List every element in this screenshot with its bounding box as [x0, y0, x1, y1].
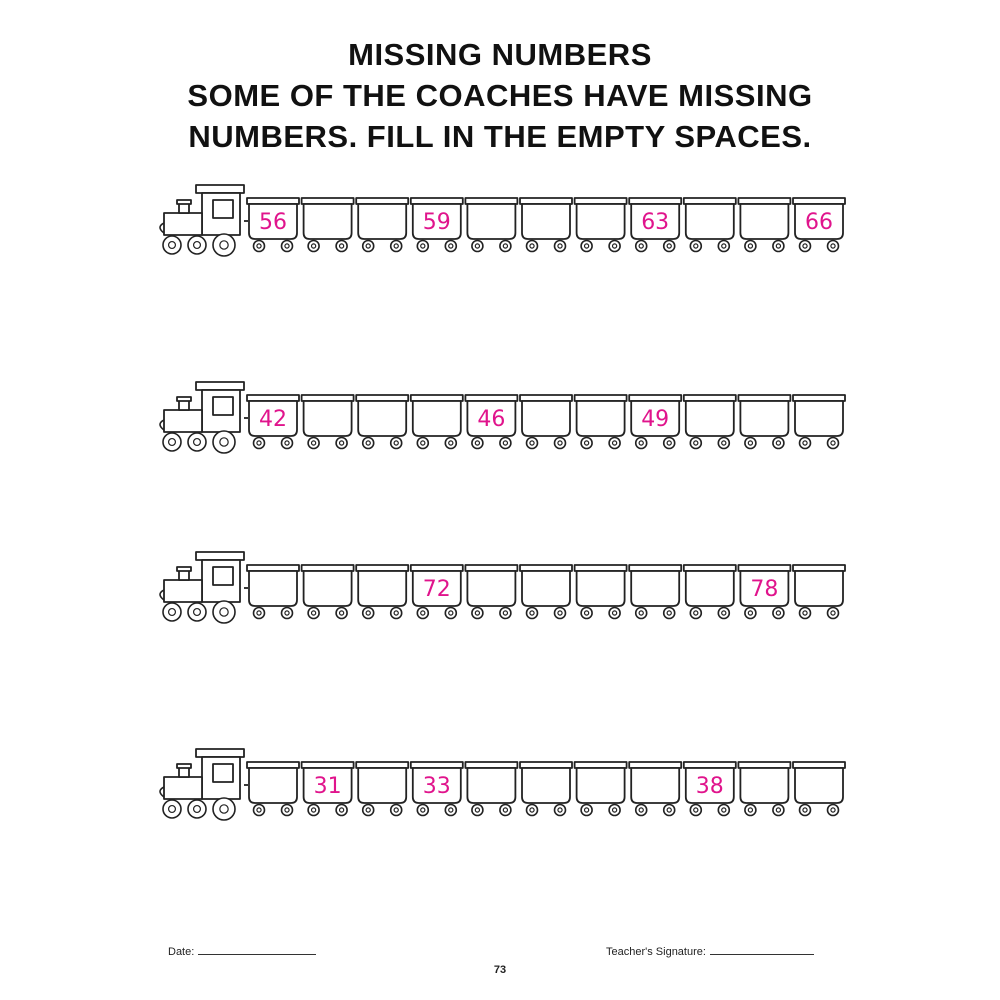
coach-wheel	[581, 241, 592, 252]
coach	[520, 762, 572, 816]
coach-wheel	[254, 805, 265, 816]
coach-number: 78	[750, 577, 779, 602]
engine-wheel	[163, 603, 181, 621]
coach-wheel	[690, 241, 701, 252]
coach-wheel	[718, 805, 729, 816]
coach-wheel	[527, 241, 538, 252]
coach-wheel	[336, 241, 347, 252]
coach-wheel	[555, 608, 566, 619]
coach-wheel	[664, 438, 675, 449]
coach-wheel	[690, 608, 701, 619]
coach-wheel	[391, 438, 402, 449]
coach-number: 56	[259, 210, 287, 235]
coach-wheel	[581, 608, 592, 619]
coach-wheel	[417, 241, 428, 252]
engine	[160, 552, 248, 623]
train-row-3	[150, 550, 850, 630]
coach-wheel	[417, 438, 428, 449]
coach-wheel	[636, 608, 647, 619]
coach-wheel	[527, 438, 538, 449]
teacher-signature-label: Teacher's Signature:	[606, 946, 706, 958]
coach-wheel	[664, 805, 675, 816]
coach	[411, 198, 463, 252]
coach-wheel	[472, 805, 483, 816]
coach-wheel	[773, 608, 784, 619]
coach-wheel	[745, 438, 756, 449]
train-row-4	[150, 747, 850, 827]
coach-wheel	[336, 608, 347, 619]
coach-wheel	[282, 608, 293, 619]
coach-number: 49	[641, 407, 670, 432]
coach	[629, 762, 681, 816]
engine-wheel	[188, 236, 206, 254]
train-row-1	[150, 183, 850, 263]
coach	[738, 198, 790, 252]
coach	[738, 395, 790, 449]
coach-wheel	[828, 805, 839, 816]
date-field	[168, 944, 316, 958]
coach-wheel	[828, 438, 839, 449]
coach-wheel	[718, 241, 729, 252]
coach-wheel	[800, 805, 811, 816]
coach-wheel	[254, 438, 265, 449]
coach-wheel	[308, 438, 319, 449]
engine	[160, 185, 248, 256]
coach	[247, 395, 299, 449]
coach-number: 42	[259, 407, 287, 432]
coach	[302, 395, 354, 449]
coach	[684, 565, 736, 619]
coach-number: 63	[641, 210, 670, 235]
coach-number: 38	[695, 774, 724, 799]
coach-wheel	[636, 805, 647, 816]
coach-wheel	[828, 241, 839, 252]
engine-wheel	[213, 601, 235, 623]
coach-wheel	[800, 608, 811, 619]
coach-wheel	[527, 608, 538, 619]
coach-wheel	[472, 438, 483, 449]
coach	[465, 198, 517, 252]
coach-wheel	[636, 241, 647, 252]
coach-wheel	[391, 608, 402, 619]
coach-wheel	[500, 805, 511, 816]
coach-wheel	[527, 805, 538, 816]
coach	[575, 395, 627, 449]
coach-wheel	[500, 608, 511, 619]
engine	[160, 749, 248, 820]
coach-wheel	[773, 805, 784, 816]
coach-number: 31	[313, 774, 342, 799]
coach-wheel	[282, 241, 293, 252]
coach-wheel	[581, 438, 592, 449]
engine-wheel	[188, 603, 206, 621]
coach	[575, 762, 627, 816]
coach-wheel	[417, 805, 428, 816]
coach	[793, 565, 845, 619]
coach	[684, 395, 736, 449]
coach-wheel	[363, 241, 374, 252]
title-line-3: NUMBERS. FILL IN THE EMPTY SPACES.	[188, 119, 812, 154]
coach-wheel	[690, 438, 701, 449]
title-line-2: SOME OF THE COACHES HAVE MISSING	[187, 78, 813, 113]
coach	[575, 198, 627, 252]
title-line-1: MISSING NUMBERS	[348, 37, 652, 72]
coach	[793, 198, 845, 252]
coach-wheel	[308, 805, 319, 816]
coach-wheel	[636, 438, 647, 449]
date-blank[interactable]	[198, 944, 316, 955]
coach	[629, 565, 681, 619]
worksheet-title	[0, 34, 1000, 157]
coach	[356, 198, 408, 252]
coach-wheel	[745, 241, 756, 252]
coach-wheel	[500, 438, 511, 449]
coach	[465, 395, 517, 449]
date-label: Date:	[168, 946, 195, 958]
coach-wheel	[828, 608, 839, 619]
train-row-2	[150, 380, 850, 460]
coach-number: 72	[422, 577, 451, 602]
engine-wheel	[213, 234, 235, 256]
engine-wheel	[213, 798, 235, 820]
coach-wheel	[773, 438, 784, 449]
engine-wheel	[163, 800, 181, 818]
coach-wheel	[472, 608, 483, 619]
coach-wheel	[445, 241, 456, 252]
coach-number: 46	[477, 407, 506, 432]
coach-wheel	[282, 805, 293, 816]
coach-wheel	[336, 438, 347, 449]
coach	[684, 198, 736, 252]
coach-wheel	[800, 241, 811, 252]
coach-wheel	[308, 608, 319, 619]
coach-wheel	[581, 805, 592, 816]
coach-number: 66	[805, 210, 833, 235]
engine-wheel	[163, 433, 181, 451]
coach-wheel	[773, 241, 784, 252]
coach	[247, 198, 299, 252]
coach-wheel	[472, 241, 483, 252]
coach-wheel	[363, 608, 374, 619]
coach-wheel	[417, 608, 428, 619]
engine-wheel	[213, 431, 235, 453]
coach-wheel	[282, 438, 293, 449]
coach-wheel	[609, 608, 620, 619]
coach	[738, 762, 790, 816]
coach	[302, 762, 354, 816]
coach-wheel	[609, 241, 620, 252]
coach	[411, 395, 463, 449]
coach-wheel	[363, 805, 374, 816]
coach-wheel	[800, 438, 811, 449]
teacher-signature-field	[606, 944, 814, 958]
coach	[247, 565, 299, 619]
coach-wheel	[718, 438, 729, 449]
engine	[160, 382, 248, 453]
engine-wheel	[188, 800, 206, 818]
coach-wheel	[609, 805, 620, 816]
coach	[411, 762, 463, 816]
coach-wheel	[254, 241, 265, 252]
coach-wheel	[555, 438, 566, 449]
coach-wheel	[745, 805, 756, 816]
coach-wheel	[336, 805, 347, 816]
page-number: 73	[493, 964, 507, 976]
coach-wheel	[555, 805, 566, 816]
coach-wheel	[254, 608, 265, 619]
coach	[629, 395, 681, 449]
coach	[793, 395, 845, 449]
coach	[738, 565, 790, 619]
coach-wheel	[690, 805, 701, 816]
coach	[356, 565, 408, 619]
coach	[629, 198, 681, 252]
coach-wheel	[363, 438, 374, 449]
coach	[793, 762, 845, 816]
coach-wheel	[445, 608, 456, 619]
coach-number: 59	[422, 210, 451, 235]
coach-wheel	[308, 241, 319, 252]
coach	[575, 565, 627, 619]
coach-number: 33	[422, 774, 451, 799]
coach	[356, 395, 408, 449]
coach	[356, 762, 408, 816]
coach-wheel	[555, 241, 566, 252]
coach	[411, 565, 463, 619]
coach-wheel	[718, 608, 729, 619]
coach-wheel	[391, 241, 402, 252]
coach	[520, 198, 572, 252]
engine-wheel	[188, 433, 206, 451]
coach-wheel	[745, 608, 756, 619]
coach-wheel	[609, 438, 620, 449]
coach	[247, 762, 299, 816]
coach-wheel	[664, 241, 675, 252]
engine-wheel	[163, 236, 181, 254]
coach-wheel	[664, 608, 675, 619]
coach	[520, 565, 572, 619]
coach-wheel	[391, 805, 402, 816]
coach	[302, 198, 354, 252]
coach	[302, 565, 354, 619]
coach	[465, 565, 517, 619]
coach	[684, 762, 736, 816]
teacher-signature-blank[interactable]	[710, 944, 814, 955]
coach	[465, 762, 517, 816]
coach	[520, 395, 572, 449]
coach-wheel	[445, 805, 456, 816]
coach-wheel	[500, 241, 511, 252]
coach-wheel	[445, 438, 456, 449]
